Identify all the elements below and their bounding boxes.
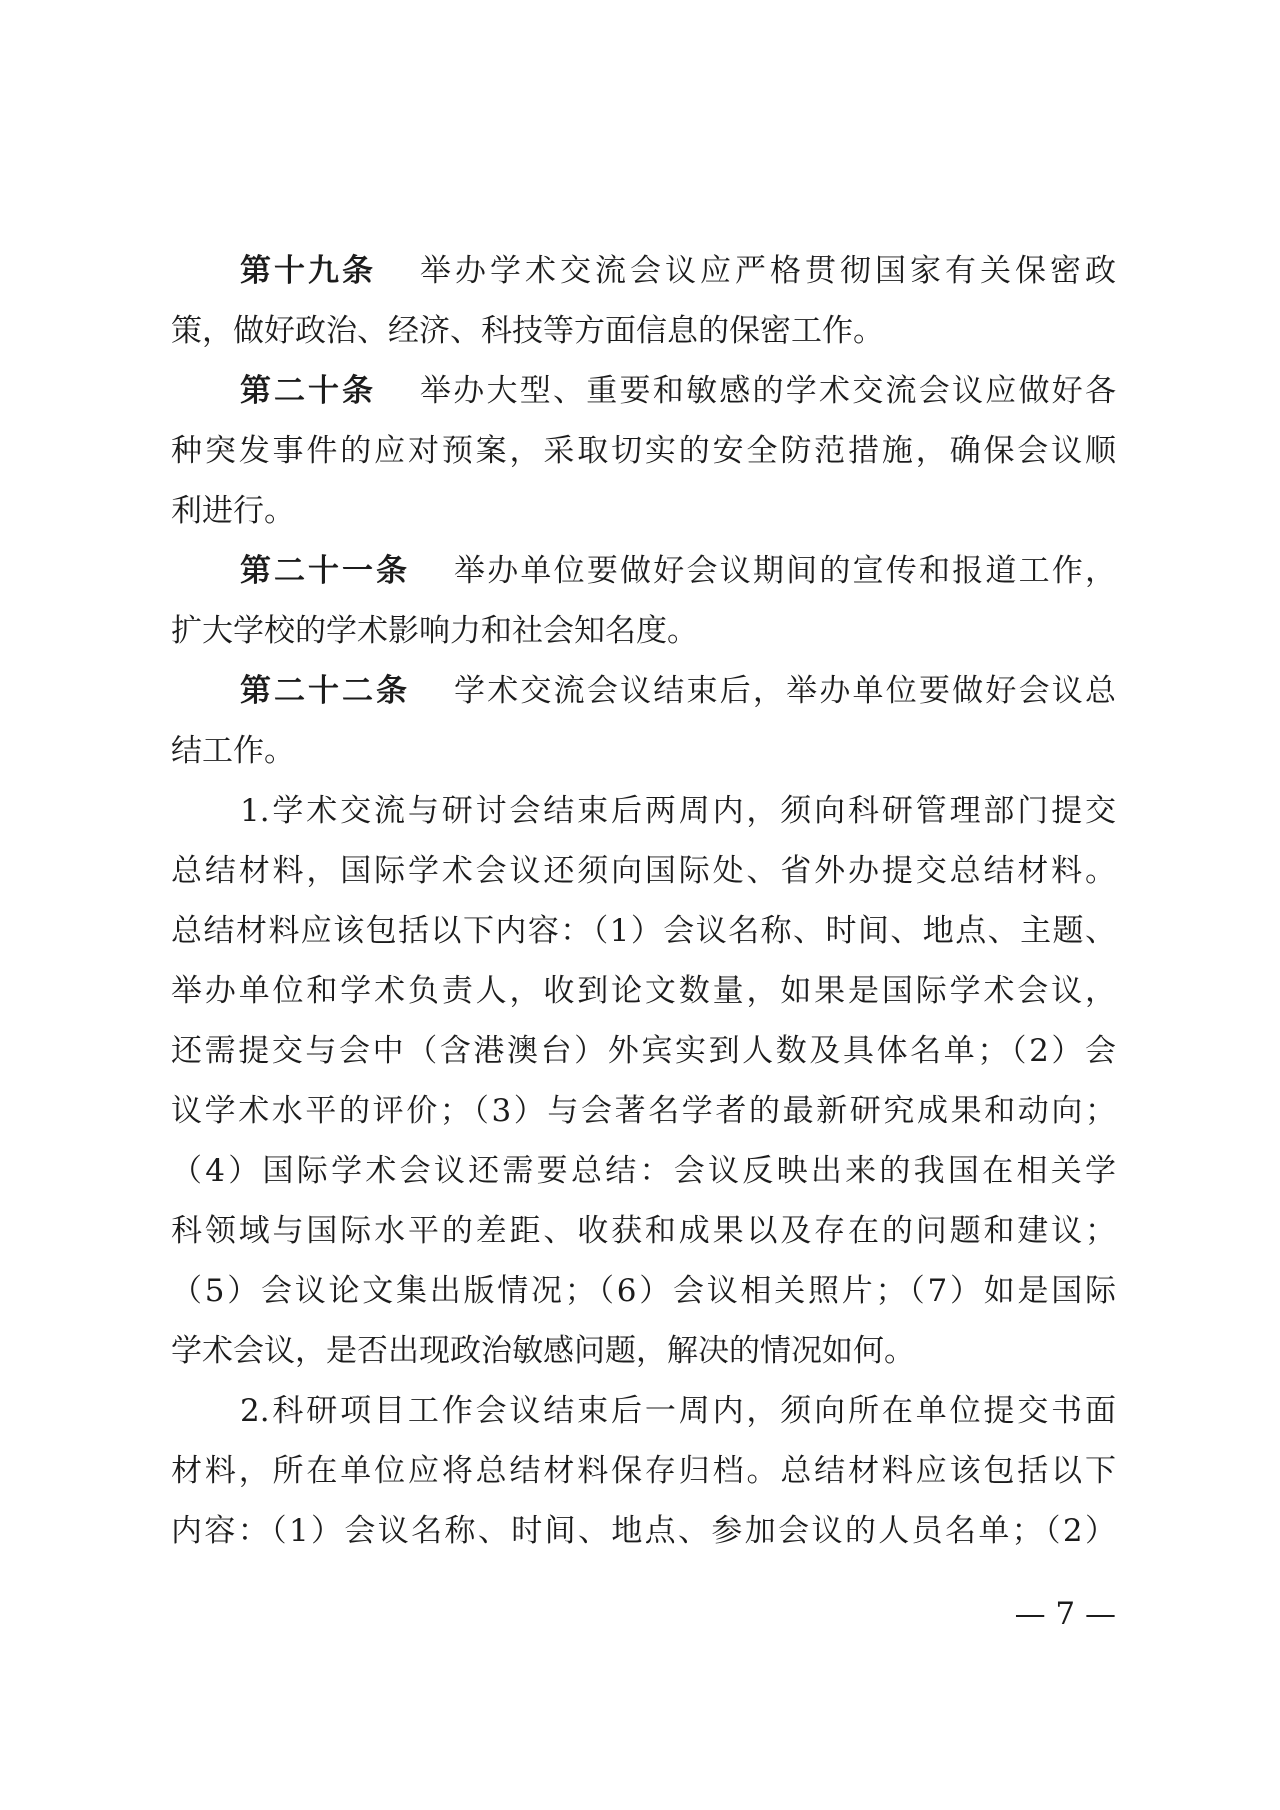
text-line: 结工作。 xyxy=(171,733,295,769)
text-line: 举办大型、重要和敏感的学术交流会议应做好各 xyxy=(420,373,1116,409)
text-line: 总结材料，国际学术会议还须向国际处、省外办提交总结材料。 xyxy=(171,853,1116,889)
article-22-first-line xyxy=(171,661,1116,721)
text-line: 利进行。 xyxy=(171,493,295,529)
text-line: 材料，所在单位应将总结材料保存归档。总结材料应该包括以下 xyxy=(171,1453,1116,1489)
article-20-first-line xyxy=(171,361,1116,421)
article-20-heading: 第二十条 xyxy=(240,373,376,409)
text-line: （4）国际学术会议还需要总结：会议反映出来的我国在相关学 xyxy=(171,1153,1116,1189)
text-line: 总结材料应该包括以下内容：（1）会议名称、时间、地点、主题、 xyxy=(171,913,1116,949)
text-line: 议学术水平的评价；（3）与会著名学者的最新研究成果和动向； xyxy=(171,1093,1116,1129)
body-text xyxy=(171,241,1116,1561)
text-line: 举办单位和学术负责人，收到论文数量，如果是国际学术会议， xyxy=(171,973,1116,1009)
article-21-heading: 第二十一条 xyxy=(240,553,410,589)
text-line: 学术交流会议结束后，举办单位要做好会议总 xyxy=(454,673,1116,709)
article-22-heading: 第二十二条 xyxy=(240,673,410,709)
text-line: （5）会议论文集出版情况；（6）会议相关照片；（7）如是国际 xyxy=(171,1273,1116,1309)
text-line: 举办学术交流会议应严格贯彻国家有关保密政 xyxy=(420,253,1116,289)
article-19-heading: 第十九条 xyxy=(240,253,376,289)
text-line: 学术会议，是否出现政治敏感问题，解决的情况如何。 xyxy=(171,1333,915,1369)
text-line: 扩大学校的学术影响力和社会知名度。 xyxy=(171,613,698,649)
article-21-first-line xyxy=(171,541,1116,601)
article-19-first-line xyxy=(171,241,1116,301)
text-line: 内容：（1）会议名称、时间、地点、参加会议的人员名单；（2） xyxy=(171,1513,1116,1549)
text-line: 还需提交与会中（含港澳台）外宾实到人数及具体名单；（2）会 xyxy=(171,1033,1116,1069)
item-1-first-line: 1.学术交流与研讨会结束后两周内，须向科研管理部门提交 xyxy=(240,793,1116,829)
text-line: 种突发事件的应对预案，采取切实的安全防范措施，确保会议顺 xyxy=(171,433,1116,469)
item-2-first-line: 2.科研项目工作会议结束后一周内，须向所在单位提交书面 xyxy=(240,1393,1116,1429)
page-number: — 7 — xyxy=(1014,1596,1116,1632)
text-line: 举办单位要做好会议期间的宣传和报道工作， xyxy=(454,553,1116,589)
text-line: 策，做好政治、经济、科技等方面信息的保密工作。 xyxy=(171,313,884,349)
text-line: 科领域与国际水平的差距、收获和成果以及存在的问题和建议； xyxy=(171,1213,1116,1249)
